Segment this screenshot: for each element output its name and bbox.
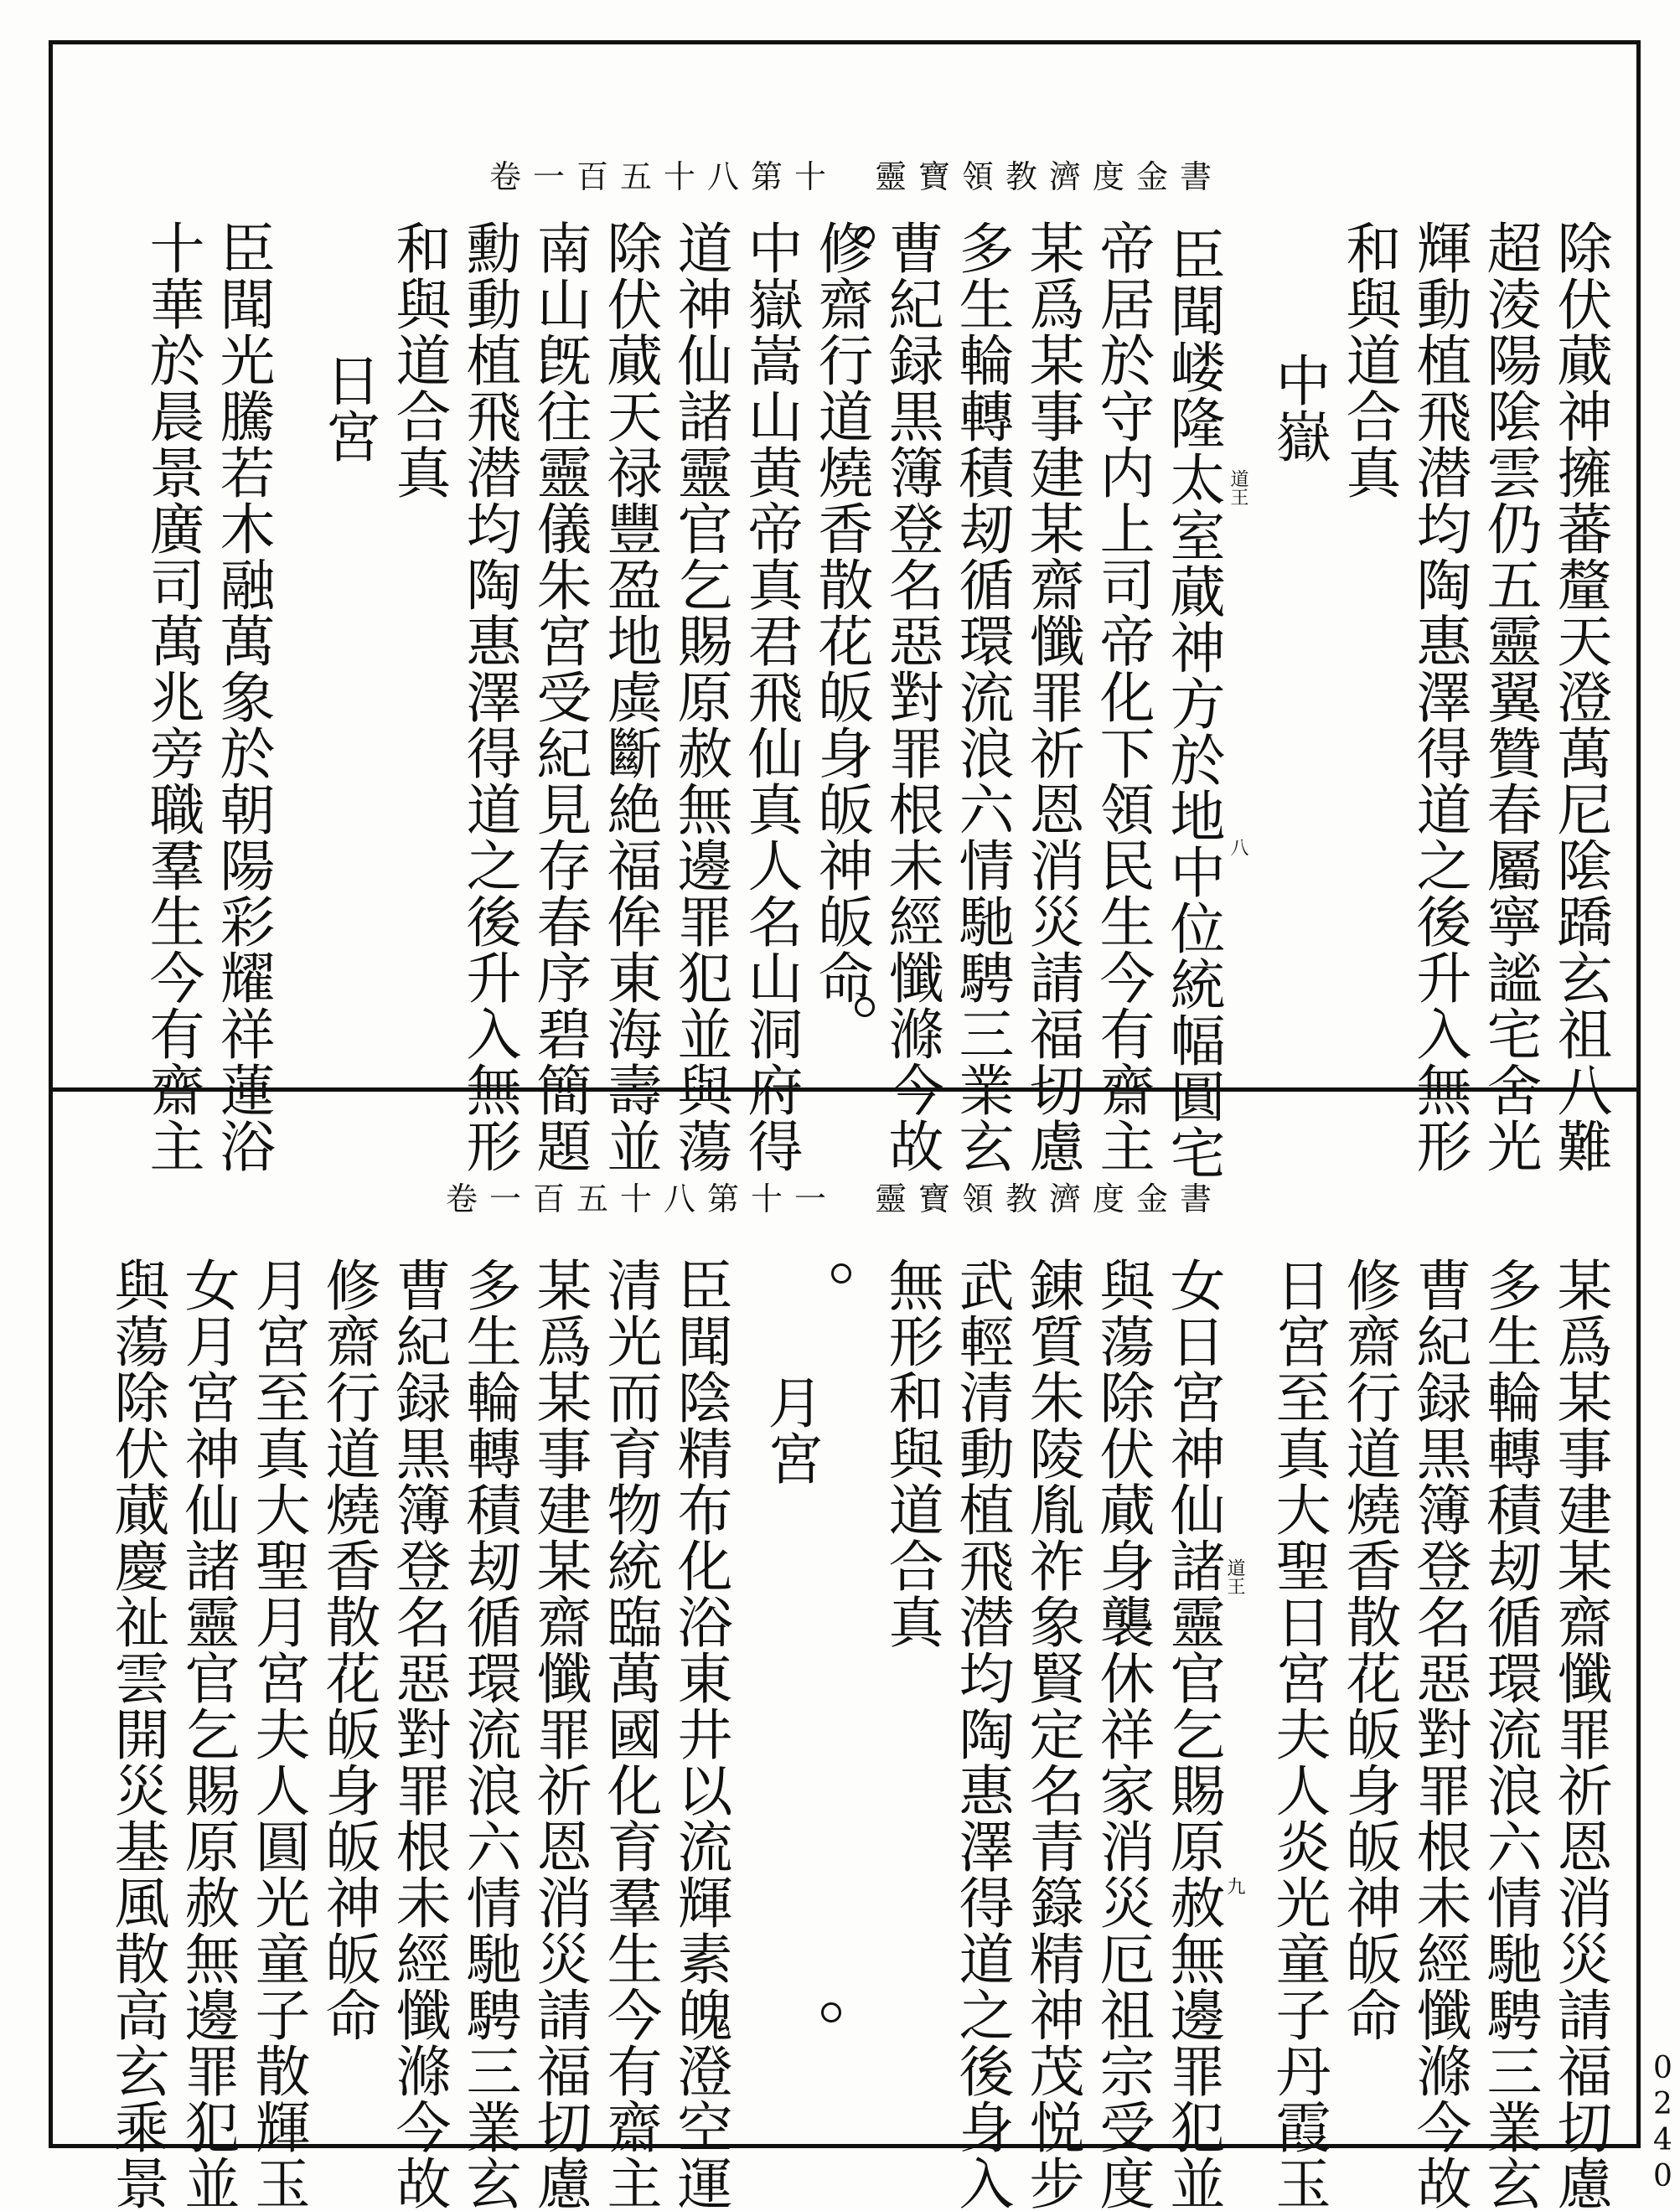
bottom-col-5: 日宮至真大聖日宮夫人炎光童子丹霞玉 [1266, 1257, 1331, 2211]
circle-mark [855, 997, 875, 1017]
page-number: 0240 [1646, 2051, 1680, 2195]
top-col-10: 曹紀録黒簿登名惡對罪根未經懺滌今故 [879, 220, 943, 1174]
circle-mark [855, 226, 875, 246]
top-header-volume: 卷一百五十八第十 [488, 158, 838, 195]
top-col-6: 臣聞嵝隆太室蕆神方於地中位統幅圓宅 [1160, 226, 1225, 1180]
bottom-col-3: 曹紀録黒簿登名惡對罪根未經懺滌今故 [1407, 1257, 1471, 2211]
bottom-col-19: 女月宮神仙諸靈官乞賜原赦無邊罪犯並 [175, 1257, 240, 2211]
bottom-col-16: 曹紀録黒簿登名惡對罪根未經懺滌今故 [386, 1257, 451, 2211]
top-col-19: 臣聞光騰若木融萬象於朝陽彩耀祥蓮浴 [210, 220, 275, 1174]
top-note-1: 道王 [1228, 469, 1248, 506]
bottom-col-10: 無形和與道合真 [879, 1257, 943, 1650]
top-col-1: 除伏蕆神擁蕃釐天澄萬尼隂蹻玄祖八難 [1548, 220, 1612, 1174]
bottom-col-6: 女日宮神仙諸靈官乞賜原赦無邊罪犯並 [1160, 1257, 1225, 2211]
top-col-7: 帝居於守内上司帝化下領民生今有齋主 [1090, 220, 1155, 1174]
bottom-col-9: 武輕清動植飛潜均陶惠澤得道之後身入 [949, 1257, 1014, 2211]
top-col-8: 某爲某事建某齋懺罪祈恩消災請福切慮 [1020, 220, 1084, 1174]
top-note-2: 八 [1228, 838, 1248, 856]
top-header-title: 靈寶領教濟度金書 [874, 158, 1223, 195]
bottom-col-11-heading: 月宮 [758, 1374, 823, 1486]
top-col-14: 除伏蕆天禄豐盈地虡斷絶福侔東海壽並 [597, 220, 662, 1174]
bottom-col-18: 月宮至真大聖月宮夫人圓光童子散輝玉 [246, 1257, 310, 2211]
bottom-col-13: 清光而育物統臨萬國化育羣生今有齋主 [597, 1257, 662, 2211]
bottom-note-1: 道王 [1224, 1558, 1245, 1595]
top-col-2: 超淩陽隂雲仍五靈翼贊春屬寧謐宅舍光 [1477, 220, 1542, 1174]
top-col-17: 和與道合真 [386, 220, 451, 500]
top-col-16: 勳動植飛潜均陶惠澤得道之後升入無形 [457, 220, 521, 1174]
bottom-header-title: 靈寶領教濟度金書 [874, 1180, 1223, 1217]
circle-mark [821, 2002, 841, 2022]
top-col-18-heading: 日宮 [316, 352, 380, 464]
top-col-20: 十華於晨景廣司萬兆旁職羣生今有齋主 [140, 220, 204, 1174]
bottom-col-4: 修齋行道燒香散花皈身皈神皈命 [1336, 1257, 1401, 2043]
bottom-col-7: 與蕩除伏蕆身襲休祥家消災厄祖宗受度 [1090, 1257, 1155, 2211]
bottom-note-2: 九 [1224, 1877, 1245, 1895]
top-col-11: 修齋行道燒香散花皈身皈神皈命 [809, 220, 873, 1005]
bottom-col-1: 某爲某事建某齋懺罪祈恩消災請福切慮 [1548, 1257, 1612, 2211]
top-col-3: 輝動植飛潜均陶惠澤得道之後升入無形 [1407, 220, 1471, 1174]
bottom-col-12: 臣聞陰精布化浴東井以流輝素魄澄空運 [668, 1257, 732, 2211]
top-col-13: 道神仙諸靈官乞賜原赦無邊罪犯並與蕩 [668, 220, 732, 1174]
page-divider [49, 1087, 1641, 1092]
bottom-col-14: 某爲某事建某齋懺罪祈恩消災請福切慮 [527, 1257, 592, 2211]
bottom-col-20: 與蕩除伏蕆慶祉雲開災基風散高玄乘景 [105, 1257, 169, 2211]
top-col-9: 多生輪轉積刼循環流浪六情馳騁三業玄 [949, 220, 1014, 1174]
circle-mark [831, 1263, 851, 1284]
top-col-4: 和與道合真 [1336, 220, 1401, 500]
bottom-col-15: 多生輪轉積刼循環流浪六情馳騁三業玄 [457, 1257, 521, 2211]
bottom-col-2: 多生輪轉積刼循環流浪六情馳騁三業玄 [1477, 1257, 1542, 2211]
bottom-col-8: 錬質朱陵胤祚象賢定名青籙精神茂悦步 [1020, 1257, 1084, 2211]
top-col-5-heading: 中嶽 [1266, 352, 1331, 464]
bottom-header-volume: 卷一百五十八第十一 [445, 1180, 838, 1217]
bottom-col-17: 修齋行道燒香散花皈身皈神皈命 [316, 1257, 380, 2043]
top-col-15: 南山旣往靈儀朱宮受紀見存春序碧簡題 [527, 220, 592, 1174]
top-col-12: 中嶽嵩山黄帝真君飛仙真人名山洞府得 [738, 220, 803, 1174]
